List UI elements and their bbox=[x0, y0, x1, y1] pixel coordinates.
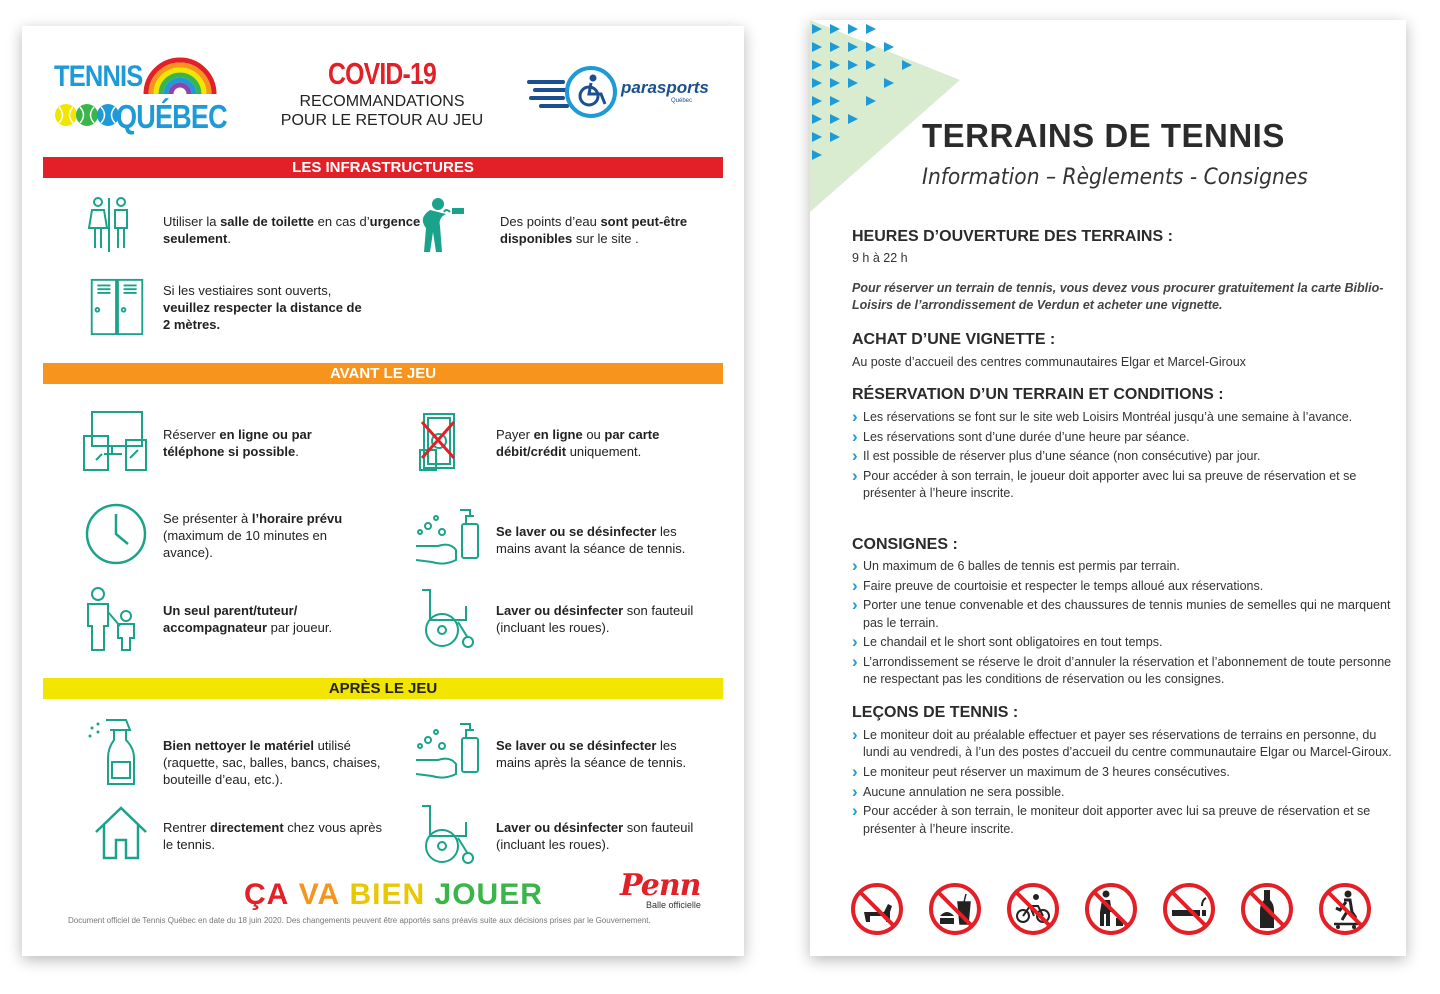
list-item: › Faire preuve de courtoisie et respecter le temps alloué aux réservations. bbox=[852, 578, 1392, 595]
item-laver-avant: Se laver ou se désinfecter les mains avant la séance de tennis. bbox=[496, 524, 686, 556]
consignes-list bbox=[852, 558, 1392, 691]
list-item: › Le moniteur peut réserver un maximum de 3 heures consécutives. bbox=[852, 764, 1392, 781]
section-apres-le-jeu: APRÈS LE JEU bbox=[43, 678, 723, 699]
hand-washing-icon bbox=[414, 502, 484, 572]
section-infrastructures: LES INFRASTRUCTURES bbox=[43, 157, 723, 178]
no-dogs-icon bbox=[850, 882, 904, 936]
no-alcohol-icon bbox=[1240, 882, 1294, 936]
restroom-icon bbox=[88, 196, 130, 254]
intro-text: Pour réserver un terrain de tennis, vous devez vous procurer gratuitement la carte Biblio-Loisirs de l’arrondissement de Verdun et acheter une vignette. bbox=[852, 281, 1384, 312]
covid-poster bbox=[22, 26, 744, 956]
parasports-wheelchair-icon bbox=[527, 64, 623, 120]
penn-sub: Balle officielle bbox=[646, 900, 701, 910]
consignes-heading: CONSIGNES : bbox=[852, 536, 958, 553]
poster-header bbox=[262, 56, 502, 130]
item-fauteuil-2: Laver ou désinfecter son fauteuil (incluant les roues). bbox=[496, 820, 694, 852]
house-icon bbox=[92, 804, 150, 860]
list-item: › Pour accéder à son terrain, le moniteur doit apporter avec lui sa preuve de réservation et se présenter à l’heure inscrite. bbox=[852, 803, 1392, 838]
tennis-quebec-logo bbox=[54, 54, 227, 135]
water-fountain-icon bbox=[416, 196, 466, 254]
heures-heading: HEURES D’OUVERTURE DES TERRAINS : bbox=[852, 228, 1173, 245]
hand-washing-icon-2 bbox=[414, 716, 484, 786]
section-avant-le-jeu: AVANT LE JEU bbox=[43, 363, 723, 384]
lecons-heading: LEÇONS DE TENNIS : bbox=[852, 704, 1019, 721]
achat-heading: ACHAT D’UNE VIGNETTE : bbox=[852, 331, 1056, 348]
item-vestiaires: Si les vestiaires sont ouverts, veuillez respecter la distance de 2 mètres. bbox=[163, 283, 362, 332]
item-toilette: Utiliser la salle de toilette en cas d’urgence seulement. bbox=[163, 214, 421, 246]
devices-icon bbox=[82, 410, 150, 472]
item-fauteuil-1: Laver ou désinfecter son fauteuil (incluant les roues). bbox=[496, 603, 694, 635]
list-item: › Le moniteur doit au préalable effectuer et payer ses réservations de terrains en personne, du lundi au vendredi, à l’un des postes d’accueil du centre communautaire Elgar ou Marcel-Giroux. bbox=[852, 727, 1392, 762]
covid-subtitle-2: POUR LE RETOUR AU JEU bbox=[280, 112, 484, 129]
no-skateboard-icon bbox=[1318, 882, 1372, 936]
parasports-sub: Québec bbox=[671, 98, 693, 104]
item-laver-apres: Se laver ou se désinfecter les mains après la séance de tennis. bbox=[496, 738, 687, 770]
spray-bottle-icon bbox=[86, 718, 138, 786]
no-cash-icon bbox=[418, 410, 460, 474]
page-title: TERRAINS DE TENNIS bbox=[922, 117, 1285, 154]
item-payer: Payer en ligne ou par carte débit/crédit uniquement. bbox=[496, 427, 660, 459]
item-eau: Des points d’eau sont peut-être disponibles sur le site . bbox=[500, 214, 688, 246]
covid-subtitle-1: RECOMMANDATIONS bbox=[299, 93, 465, 110]
list-item: › Pour accéder à son terrain, le joueur doit apporter avec lui sa preuve de réservation et se présenter à l’heure inscrite. bbox=[852, 468, 1392, 503]
page-subtitle: Information – Règlements - Consignes bbox=[922, 165, 1308, 190]
slogan: ÇA VA BIEN JOUER bbox=[244, 878, 543, 911]
item-horaire: Se présenter à l’horaire prévu (maximum de 10 minutes en avance). bbox=[163, 511, 343, 560]
prohibition-signs bbox=[850, 882, 1390, 940]
achat-value: Au poste d’accueil des centres communautaires Elgar et Marcel-Giroux bbox=[852, 355, 1246, 369]
heures-value: 9 h à 22 h bbox=[852, 251, 908, 265]
list-item: › Il est possible de réserver plus d’une séance (non consécutive) par jour. bbox=[852, 448, 1392, 465]
tennis-balls-icon bbox=[54, 100, 120, 130]
covid-title: COVID-19 bbox=[328, 56, 436, 91]
footer-note: Document officiel de Tennis Québec en date du 18 juin 2020. Des changements peuvent être apportés sans préavis suite aux décisions prises par le Gouvernement. bbox=[68, 916, 651, 925]
parasports-logo bbox=[527, 64, 727, 124]
list-item: › Les réservations sont d’une durée d’une heure par séance. bbox=[852, 429, 1392, 446]
parent-child-icon bbox=[80, 586, 140, 652]
tennis-rules-poster bbox=[810, 20, 1406, 956]
item-nettoyer: Bien nettoyer le matériel utilisé (raquette, sac, balles, bancs, chaises, bouteille d’eau, etc.). bbox=[163, 738, 381, 787]
clock-icon bbox=[84, 502, 148, 566]
reservation-heading: RÉSERVATION D’UN TERRAIN ET CONDITIONS : bbox=[852, 386, 1224, 403]
parasports-text: parasports bbox=[621, 78, 709, 97]
item-rentrer: Rentrer directement chez vous après le tennis. bbox=[163, 820, 382, 852]
reservation-list bbox=[852, 409, 1392, 505]
logo-tennis-text: TENNIS bbox=[54, 60, 143, 93]
item-parent: Un seul parent/tuteur/ accompagnateur par joueur. bbox=[163, 603, 333, 635]
list-item: › Un maximum de 6 balles de tennis est permis par terrain. bbox=[852, 558, 1392, 575]
item-reserver: Réserver en ligne ou par téléphone si possible. bbox=[163, 427, 312, 459]
no-smoking-icon bbox=[1162, 882, 1216, 936]
wheelchair-icon bbox=[418, 586, 478, 650]
list-item: › Le chandail et le short sont obligatoires en tout temps. bbox=[852, 634, 1392, 651]
no-bicycles-icon bbox=[1006, 882, 1060, 936]
list-item: › Aucune annulation ne sera possible. bbox=[852, 784, 1392, 801]
lecons-list bbox=[852, 727, 1392, 840]
rainbow-icon bbox=[142, 54, 218, 96]
list-item: › L’arrondissement se réserve le droit d’annuler la réservation et l’abonnement de toute personne ne respectant pas les conditions de réservation ou les consignes. bbox=[852, 654, 1392, 689]
penn-logo: Penn bbox=[620, 868, 701, 903]
locker-icon bbox=[88, 278, 146, 336]
wheelchair-icon-2 bbox=[418, 802, 478, 866]
no-littering-icon bbox=[1084, 882, 1138, 936]
logo-quebec-text: QUÉBEC bbox=[116, 98, 227, 135]
list-item: › Les réservations se font sur le site web Loisirs Montréal jusqu’à une semaine à l’avance. bbox=[852, 409, 1392, 426]
no-food-drinks-icon bbox=[928, 882, 982, 936]
list-item: › Porter une tenue convenable et des chaussures de tennis munies de semelles qui ne marquent pas le terrain. bbox=[852, 597, 1392, 632]
